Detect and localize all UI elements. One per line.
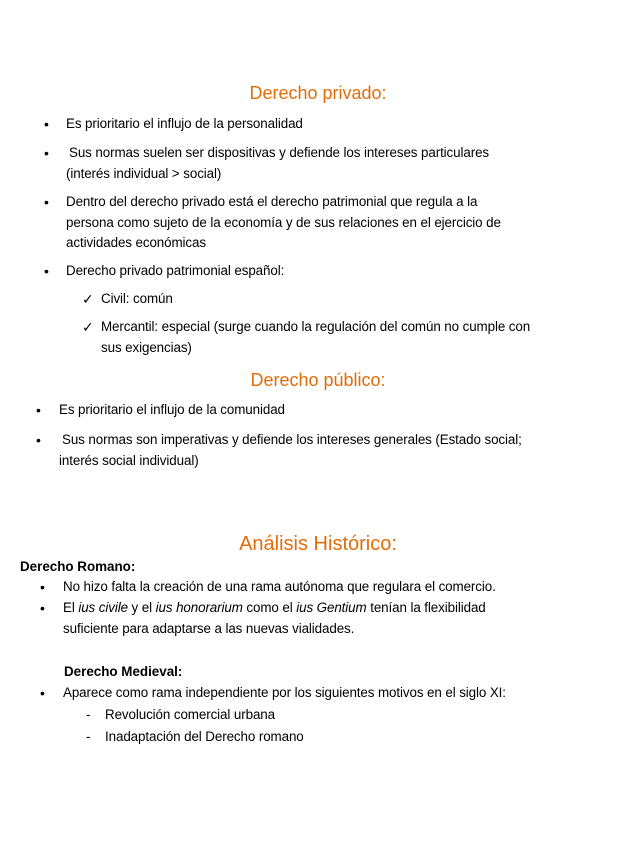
list-item-line: Civil: común xyxy=(101,291,173,306)
heading-analisis-historico: Análisis Histórico: xyxy=(239,533,397,555)
dash-icon: - xyxy=(86,707,91,722)
sub-list-item xyxy=(101,289,173,310)
bullet-icon: • xyxy=(44,145,49,161)
list-item-line: No hizo falta la creación de una rama autónoma que regulara el comercio. xyxy=(63,579,496,594)
dash-icon: - xyxy=(86,729,91,744)
bullet-icon: • xyxy=(36,432,41,448)
text-run: y el xyxy=(127,600,156,615)
list-item-line: Aparece como rama independiente por los siguientes motivos en el siglo XI: xyxy=(63,685,506,700)
sub-list-item xyxy=(105,705,275,726)
text-run: El xyxy=(63,600,79,615)
latin-term: ius honorarium xyxy=(155,600,243,615)
sub-list-item xyxy=(101,317,530,358)
list-item xyxy=(63,577,496,598)
bullet-icon: • xyxy=(36,402,41,418)
list-item-line: Sus normas son imperativas y defiende los intereses generales (Estado social; xyxy=(62,432,522,447)
list-item-line: Es prioritario el influjo de la personalidad xyxy=(66,116,303,131)
list-item-line: sus exigencias) xyxy=(101,339,192,355)
list-item-line: (interés individual > social) xyxy=(66,165,222,181)
list-item-line: suficiente para adaptarse a las nuevas vialidades. xyxy=(63,620,355,636)
latin-term: ius civile xyxy=(78,600,128,615)
latin-term: ius Gentium xyxy=(296,600,367,615)
list-item xyxy=(66,261,284,282)
list-item-line: persona como sujeto de la economía y de sus relaciones en el ejercicio de xyxy=(66,214,501,230)
list-item-line: Inadaptación del Derecho romano xyxy=(105,729,304,744)
bullet-icon: • xyxy=(44,194,49,210)
bullet-icon: • xyxy=(40,579,45,595)
list-item-line: Derecho privado patrimonial español: xyxy=(66,263,285,278)
list-item-line xyxy=(63,598,486,619)
list-item-line: Dentro del derecho privado está el derecho patrimonial que regula a la xyxy=(66,194,478,209)
list-item xyxy=(63,598,486,639)
list-item-line: interés social individual) xyxy=(59,452,199,468)
text-run: como el xyxy=(242,600,297,615)
heading-derecho-privado: Derecho privado: xyxy=(249,83,387,103)
heading-derecho-publico: Derecho público: xyxy=(250,370,386,390)
list-item xyxy=(66,114,303,135)
sub-list-item xyxy=(105,727,304,748)
bullet-icon: • xyxy=(40,600,45,616)
list-item-line: Es prioritario el influjo de la comunidad xyxy=(59,402,285,417)
list-item-line: actividades económicas xyxy=(66,235,206,250)
checkmark-icon: ✓ xyxy=(82,291,94,307)
bullet-icon: • xyxy=(44,263,49,279)
list-item-line: Revolución comercial urbana xyxy=(105,707,275,722)
list-item xyxy=(59,400,285,421)
bullet-icon: • xyxy=(44,116,49,132)
list-item-line: Sus normas suelen ser dispositivas y defiende los intereses particulares xyxy=(69,145,490,160)
subheading-derecho-romano: Derecho Romano: xyxy=(20,559,136,574)
text-run: tenían la flexibilidad xyxy=(366,600,486,615)
list-item xyxy=(66,143,489,184)
subheading-derecho-medieval: Derecho Medieval: xyxy=(64,664,183,679)
bullet-icon: • xyxy=(40,685,45,701)
checkmark-icon: ✓ xyxy=(82,319,94,335)
list-item xyxy=(63,683,506,704)
list-item xyxy=(66,192,501,254)
list-item-line: Mercantil: especial (surge cuando la regulación del común no cumple con xyxy=(101,319,531,334)
list-item xyxy=(59,430,522,471)
